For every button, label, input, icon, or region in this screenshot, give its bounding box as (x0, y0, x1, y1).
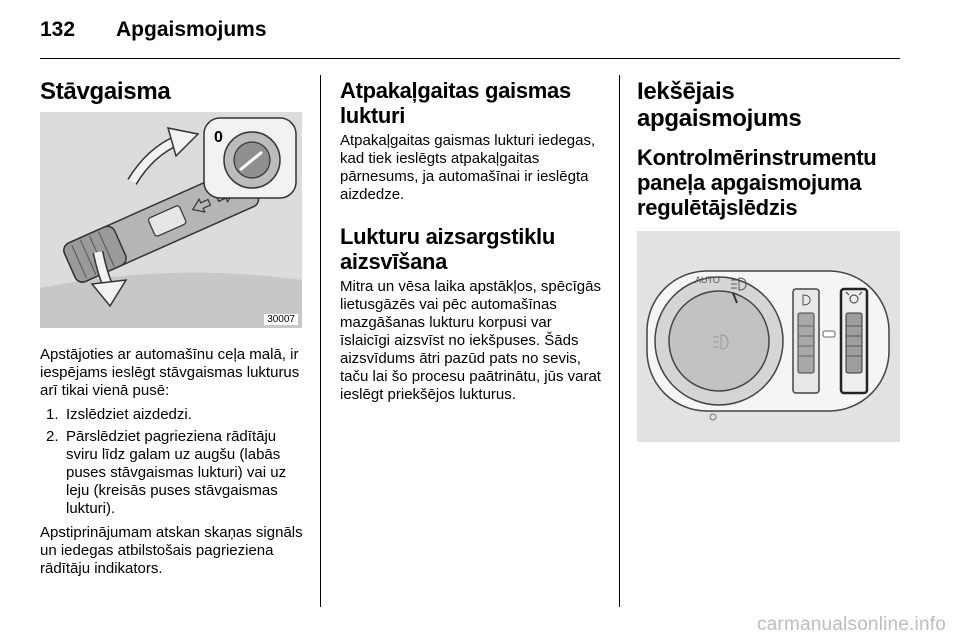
list-item (40, 428, 304, 518)
auto-position-label: AUTO (695, 275, 720, 285)
list-item (40, 406, 304, 424)
turn-signal-lever-illustration (40, 112, 302, 328)
figure-code: 30007 (264, 314, 298, 325)
parking-lights-heading: Stāvgaisma (40, 78, 171, 105)
headlamp-fogging-heading: Lukturu aizsargstiklu aizsvīšana (340, 224, 555, 274)
step-text: Izslēdziet aizdedzi. (66, 406, 192, 423)
column-divider-left (320, 75, 321, 607)
parking-lights-steps (40, 406, 304, 518)
light-switch-panel-illustration (637, 231, 900, 442)
watermark: carmanualsonline.info (756, 614, 946, 635)
headlamp-fogging-text: Mitra un vēsa laika apstākļos, spēcīgās lietusgāzēs vai pēc automašīnas mazgāšanas lukturu korpusi var īslaicīgi aizsvīst no iekšpuses. Šāds aizsvīdums ātri pazūd pats no sevis, taču lai šo procesu paātrinātu, jūs varat ieslēgt priekšējos lukturus. (340, 278, 601, 403)
column-3 (637, 76, 901, 442)
header-rule (40, 58, 900, 59)
column-1 (40, 76, 304, 578)
step-number: 2. (46, 428, 59, 445)
instrument-illumination-heading: Kontrolmērinstrumentu paneļa apgaismojuma regulētājslēdzis (637, 145, 877, 220)
turn-signal-lever-figure (40, 112, 302, 328)
dial-zero-label: 0 (214, 129, 223, 146)
page-number: 132 (40, 18, 76, 41)
parking-lights-confirmation: Apstiprinājumam atskan skaņas signāls un iedegas atbilstošais pagrieziena rādītāju indikators. (40, 524, 303, 577)
page-header (40, 18, 900, 58)
interior-lighting-heading: Iekšējais apgaismojums (637, 78, 802, 132)
step-text: Pārslēdziet pagrieziena rādītāju sviru līdz galam uz augšu (labās puses stāvgaismas lukturi) vai uz leju (kreisās puses stāvgaismas lukturi). (66, 428, 287, 517)
step-number: 1. (46, 406, 59, 423)
section-title: Apgaismojums (116, 18, 267, 41)
parking-lights-intro: Apstājoties ar automašīnu ceļa malā, ir iespējams ieslēgt stāvgaismas lukturus arī tikai vienā pusē: (40, 346, 300, 399)
reversing-lights-heading: Atpakaļgaitas gaismas lukturi (340, 78, 571, 128)
reversing-lights-text: Atpakaļgaitas gaismas lukturi iedegas, kad tiek ieslēgts atpakaļgaitas pārnesums, ja automašīnai ir ieslēgta aizdedze. (340, 132, 596, 203)
column-divider-right (619, 75, 620, 607)
light-switch-panel-figure (637, 231, 900, 442)
column-2 (340, 76, 602, 404)
